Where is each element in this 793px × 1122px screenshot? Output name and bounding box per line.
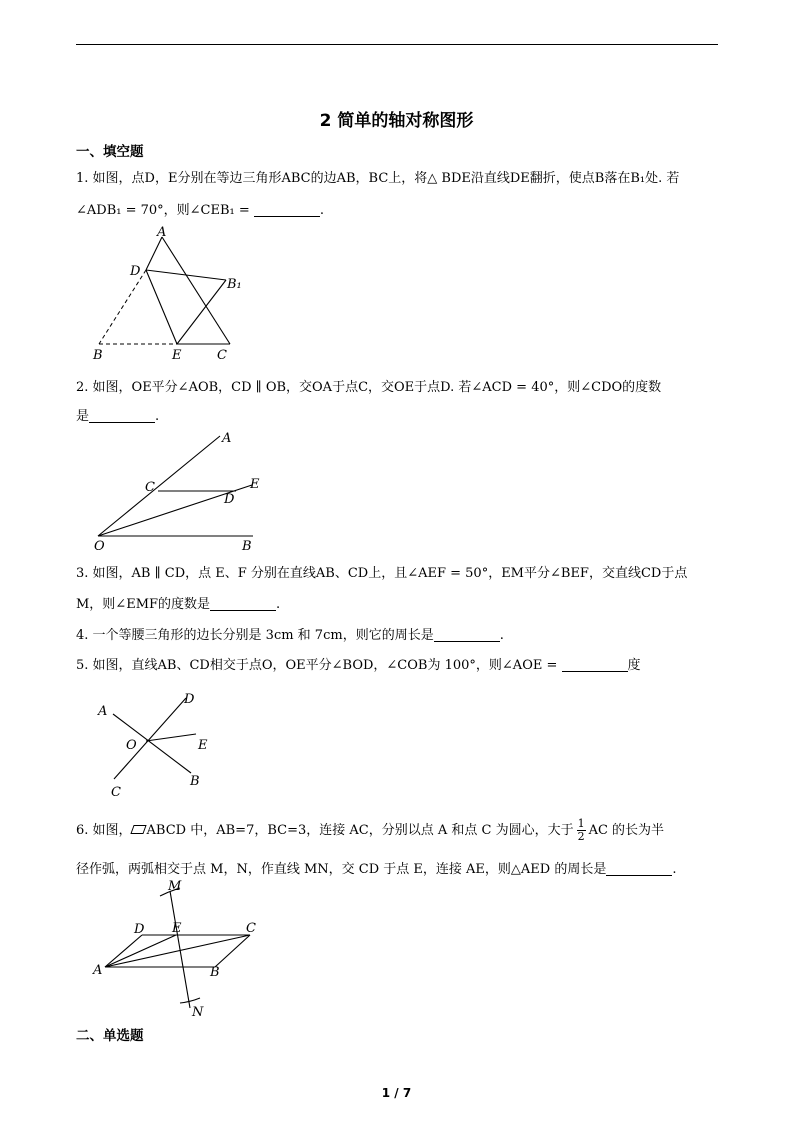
q3-period: .: [276, 597, 281, 612]
page-title: 2 简单的轴对称图形: [319, 111, 474, 131]
q5-answer-blank[interactable]: [562, 657, 628, 672]
q2-label-O: O: [94, 539, 105, 554]
q6-line2: [76, 858, 676, 877]
q6-frac-numerator: 1: [577, 817, 585, 830]
q6-line1: [76, 818, 664, 843]
section-single-choice: 二、单选题: [76, 1028, 144, 1044]
q1-text: ∠ADB₁ = 70°，则∠CEB₁ =: [76, 203, 254, 218]
q1-answer-blank[interactable]: [254, 202, 320, 217]
q3-line1: 3. 如图，AB ∥ CD，点 E、F 分别在直线AB、CD上，且∠AEF = 50°，EM平分∠BEF，交直线CD于点: [76, 566, 688, 581]
q3-text: M，则∠EMF的度数是: [76, 597, 211, 612]
q6-label-E: E: [172, 921, 182, 936]
q4-text: 4. 一个等腰三角形的边长分别是 3cm 和 7cm，则它的周长是: [76, 628, 434, 643]
q2-label-D: D: [224, 492, 235, 507]
q5-label-A: A: [98, 704, 108, 719]
q5-label-C: C: [111, 785, 121, 800]
section-fill-blank: 一、填空题: [76, 144, 144, 160]
q2-line2: [76, 405, 159, 424]
q5-label-O: O: [126, 738, 137, 753]
q1-period: .: [319, 203, 325, 218]
q5-line1: [76, 654, 641, 673]
q1-label-D: D: [130, 264, 141, 279]
q5-text: 5. 如图，直线AB、CD相交于点O，OE平分∠BOD，∠COB为 100°，则∠AOE =: [76, 658, 562, 673]
q6-text-c: AC 的长为半: [588, 823, 665, 838]
q5-figure: [92, 688, 222, 800]
q1-label-E: E: [172, 348, 182, 363]
q5-unit: 度: [627, 658, 641, 673]
q2-answer-blank[interactable]: [89, 408, 155, 423]
q2-text: 是: [76, 409, 90, 424]
q6-text-b: ABCD 中，AB=7，BC=3，连接 AC，分别以点 A 和点 C 为圆心，大于: [146, 823, 574, 838]
q6-figure: [90, 877, 265, 1022]
q2-line1: 2. 如图，OE平分∠AOB，CD ∥ OB，交OA于点C，交OE于点D. 若∠ACD = 40°，则∠CDO的度数: [76, 380, 662, 395]
header-rule: [76, 44, 718, 45]
q6-label-B: B: [210, 965, 220, 980]
q1-label-B: B: [93, 348, 103, 363]
q6-label-M: M: [168, 879, 182, 894]
q3-answer-blank[interactable]: [210, 596, 276, 611]
q6-fraction: [577, 818, 586, 843]
q6-text-d: 径作弧，两弧相交于点 M，N，作直线 MN，交 CD 于点 E，连接 AE，则△AED 的周长是: [76, 862, 607, 877]
q1-figure: [90, 222, 250, 364]
parallelogram-icon: [130, 825, 146, 834]
q2-period: .: [155, 409, 160, 424]
q1-line1: 1. 如图，点D，E分别在等边三角形ABC的边AB，BC上，将△ BDE沿直线DE翻折，使点B落在B₁处. 若: [76, 171, 680, 186]
q4-line1: [76, 624, 504, 643]
q1-label-A: A: [157, 225, 167, 240]
page-number: 1 / 7: [381, 1086, 412, 1100]
q6-label-N: N: [192, 1005, 204, 1020]
q2-label-C: C: [145, 480, 155, 495]
q6-label-D: D: [134, 922, 145, 937]
q4-period: .: [499, 628, 504, 643]
q1-label-B1: B₁: [227, 277, 242, 292]
q2-label-B: B: [242, 539, 252, 554]
q6-frac-denominator: 2: [577, 830, 585, 843]
q2-label-E: E: [250, 477, 260, 492]
q3-line2: [76, 593, 280, 612]
q6-label-C: C: [246, 921, 256, 936]
q4-answer-blank[interactable]: [434, 627, 500, 642]
q6-label-A: A: [93, 963, 103, 978]
q6-period: .: [672, 862, 677, 877]
q5-label-E: E: [198, 738, 208, 753]
q6-answer-blank[interactable]: [606, 861, 672, 876]
q2-figure: [90, 428, 270, 556]
q1-label-C: C: [217, 348, 227, 363]
q5-label-B: B: [190, 774, 200, 789]
q5-label-D: D: [184, 692, 195, 707]
q1-line2: [76, 199, 324, 218]
q6-text-a: 6. 如图，: [76, 823, 132, 838]
q2-label-A: A: [222, 431, 232, 446]
